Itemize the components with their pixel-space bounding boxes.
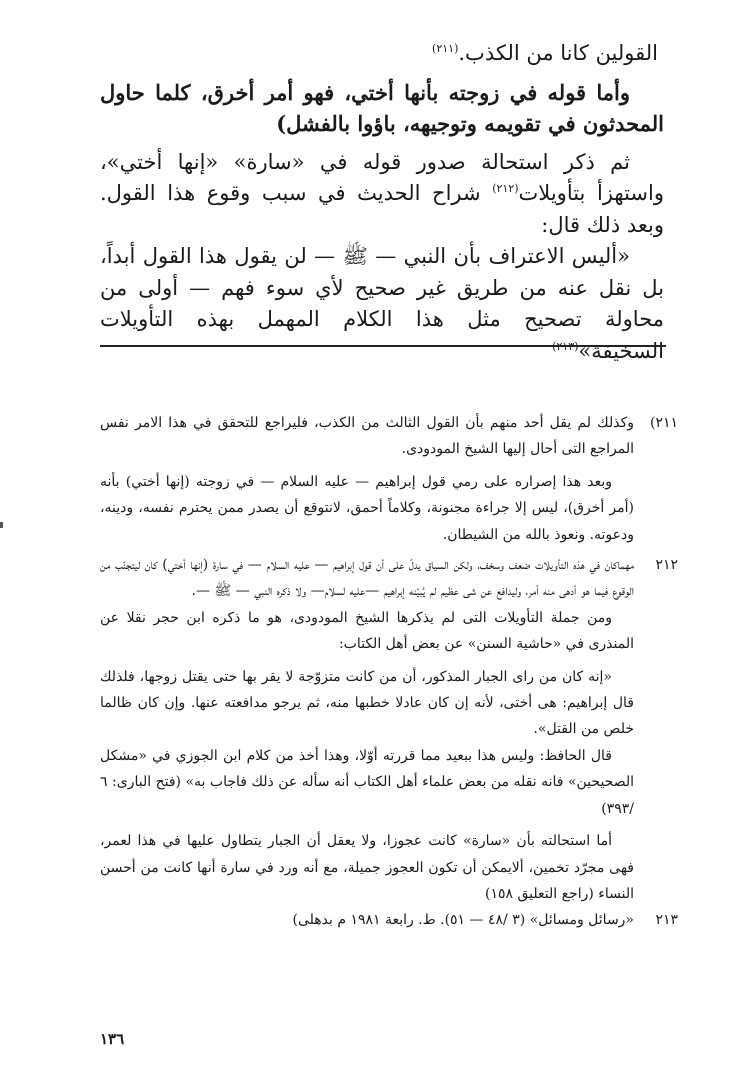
footnote-ref-213: (٢١٣) [552,339,579,353]
main-paragraph-2: وأما قوله في زوجته بأنها أختي، فهو أمر أخرق، كلما حاول المحدثون في تقويمه وتوجيهه، باؤوا بالفشل) [100,79,664,136]
footnote-paragraph: وكذلك لم يقل أحد منهم بأن القول الثالث من الكذب، فليراجع للتحقق في هذا الامر نفس المراجع التى أحال إليها الشيخ المودودى. [100,415,634,458]
scan-margin-mark [0,522,3,528]
footnote-paragraph: قال الحافظ: وليس هذا ببعيد مما قررته أوّلا، وهذا أخذ من كلام ابن الجوزي في «مشكل الصحيحين» فانه نقله من بعض علماء أهل الكتاب أنه سأله عن ذلك فاجاب به» (فتح البارى: ٦ /٣٩٣) [100,747,634,817]
footnote-separator [100,345,666,347]
footnote-paragraph: ومن جملة التأويلات التى لم يذكرها الشيخ المودودى، هو ما ذكره ابن حجر نقلا عن المنذرى في «حاشية السنن» عن بعض أهل الكتاب: [100,609,634,653]
main-line-1: القولين كانا من الكذب.$^{(٢١١)}$ [432,41,658,65]
footnotes [100,410,678,934]
footnote-211 [100,410,678,548]
footnote-paragraph: «رسائل ومسائل» (٣ /٤٨ — ٥١). ط. رابعة ١٩٨١ م بدهلى) [292,912,634,929]
footnote-213 [100,907,678,933]
main-text [100,38,664,367]
footnote-212 [100,552,678,907]
footnote-ref-212: (٢١٢) [492,182,519,195]
footnote-number: ٢١٢ [655,557,678,574]
footnote-quote: «إنه كان من راى الجبار المذكور، أن من كانت متزوّجة لا يقر بها حتى يقتل زوجها، فلذلك قال إبراهيم: هى أختى، لأنه إن كان عادلا خطبها منه، ثم يرجو مدافعته عنها. وإن كان ظالما خلص من القتل». [100,668,634,738]
footnote-number: ٢١١) [649,415,678,431]
footnote-paragraph: مهماكان في هذه التأويلات ضعف وسخف، ولكن السياق يدلّ على أن قول إبراهيم — عليه السلام — في سارة (إنها أختي) كان ليتجنّب من الوقوع فيما هو أدهى منه أمر، وليدافع عن شى عظيم لم يُبيّنه إبراهيم —عليه لسلام— ولا ذكره النبي — ﷺ —. [100,557,634,600]
main-quote: «أليس الاعتراف بأن النبي — ﷺ — لن يقول هذا القول أبداً، بل نقل عنه من طريق غير صحيح لأي سوء فهم — أولى من محاولة تصحيح مثل هذا الكلام المهمل بهذه التأويلات السخيفة»$^{(٢١٣)}$ [100,244,664,363]
footnote-paragraph: وبعد هذا إصراره على رمي قول إبراهيم — عليه السلام — في زوجته (إنها أختي) بأنه (أمر أخرق)، ليس إلا جراءة مجنونة، وكلاماً أحمق، لانتوقع أن يصدر ممن يحترم نفسه، ودينه، ودعوته. ونعوذ بالله من الشيطان. [100,473,634,543]
footnote-number: ٢١٣ [655,912,678,929]
page-number: ١٣٦ [100,1030,125,1048]
footnote-paragraph: أما استحالته بأن «سارة» كانت عجوزا، ولا يعقل أن الجبار يتطاول عليها في هذا لعمر، فهى مجرّد تخمين، ألايمكن أن تكون العجوز جميلة، مع أنه ورد في سارة أنها كانت من أحسن النساء (راجع التعليق ١٥٨) [100,833,634,902]
main-paragraph-3: ثم ذكر استحالة صدور قوله في «سارة» «إنها أختي»، واستهزأ بتأويلات$^{(٢١٢)}$ شراح الحديث في سبب وقوع هذا القول. وبعد ذلك قال: [100,149,664,237]
footnote-ref-211: (٢١١) [432,42,459,55]
